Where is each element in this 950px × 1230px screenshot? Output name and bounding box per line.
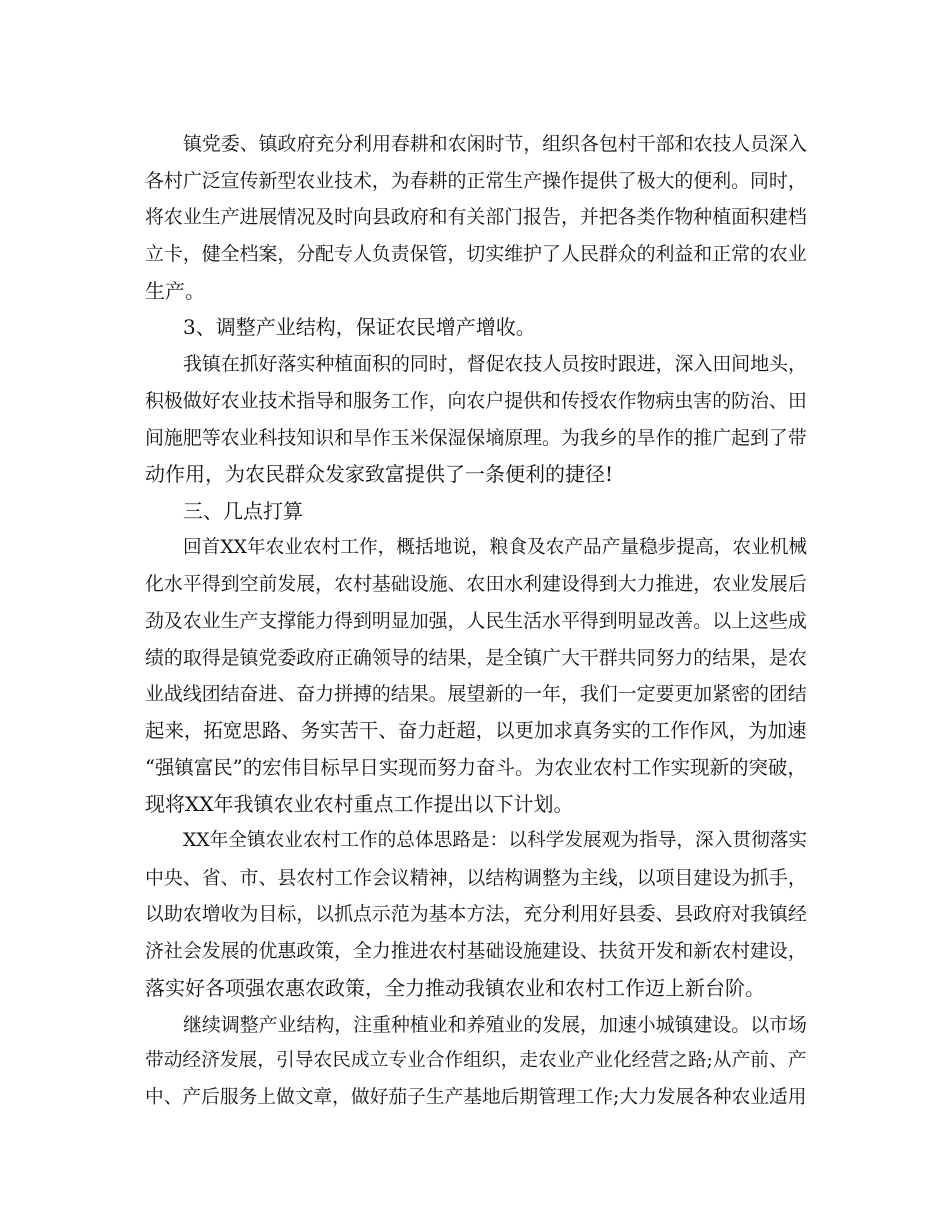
text-line: 回首XX年农业农村工作，概括地说，粮食及农产品产量稳步提高，农业机械 bbox=[183, 536, 808, 558]
text-line: 现将XX年我镇农业农村重点工作提出以下计划。 bbox=[145, 792, 574, 817]
text-line: “强镇富民”的宏伟目标早日实现而努力奋斗。为农业农村工作实现新的突破， bbox=[145, 755, 807, 779]
section-heading: 三、几点打算 bbox=[183, 498, 303, 523]
text-line: 业战线团结奋进、奋力拼搏的结果。展望新的一年，我们一定要更加紧密的团结 bbox=[145, 683, 807, 706]
text-line: 绩的取得是镇党委政府正确领导的结果，是全镇广大干群共同努力的结果，是农 bbox=[145, 646, 807, 669]
section-heading: 3、调整产业结构，保证农民增产增收。 bbox=[183, 315, 536, 340]
text-line: 落实好各项强农惠农政策，全力推动我镇农业和农村工作迈上新台阶。 bbox=[145, 975, 765, 1000]
text-line: XX年全镇农业农村工作的总体思路是：以科学发展观为指导，深入贯彻落实 bbox=[183, 830, 808, 852]
text-line: 积极做好农业技术指导和服务工作，向农户提供和传授农作物病虫害的防治、田 bbox=[145, 389, 807, 412]
text-line: 以助农增收为目标，以抓点示范为基本方法，充分利用好县委、县政府对我镇经 bbox=[145, 903, 807, 926]
text-line: 动作用，为农民群众发家致富提供了一条便利的捷径! bbox=[145, 462, 614, 487]
text-line: 中、产后服务上做文章，做好茄子生产基地后期管理工作;大力发展各种农业适用 bbox=[145, 1086, 807, 1108]
text-line: 继续调整产业结构，注重种植业和养殖业的发展，加速小城镇建设。以市场 bbox=[183, 1013, 807, 1036]
text-line: 中央、省、市、县农村工作会议精神，以结构调整为主线，以项目建设为抓手， bbox=[145, 866, 807, 889]
text-line: 劲及农业生产支撑能力得到明显加强，人民生活水平得到明显改善。以上这些成 bbox=[145, 609, 807, 632]
text-line: 将农业生产进展情况及时向县政府和有关部门报告，并把各类作物种植面积建档 bbox=[145, 206, 807, 229]
text-line: 济社会发展的优惠政策，全力推进农村基础设施建设、扶贫开发和新农村建设， bbox=[145, 940, 807, 963]
text-line: 生产。 bbox=[145, 278, 205, 303]
text-line: 立卡，健全档案，分配专人负责保管，切实维护了人民群众的利益和正常的农业 bbox=[145, 243, 807, 266]
text-line: 各村广泛宣传新型农业技术，为春耕的正常生产操作提供了极大的便利。同时， bbox=[145, 169, 807, 192]
text-line: 带动经济发展，引导农民成立专业合作组织，走农业产业化经营之路;从产前、产 bbox=[145, 1050, 807, 1072]
text-line: 化水平得到空前发展，农村基础设施、农田水利建设得到大力推进，农业发展后 bbox=[145, 573, 807, 596]
text-line: 起来，拓宽思路、务实苦干、奋力赶超，以更加求真务实的工作作风，为加速 bbox=[145, 719, 807, 742]
text-line: 我镇在抓好落实种植面积的同时，督促农技人员按时跟进，深入田间地头， bbox=[183, 353, 807, 376]
text-line: 镇党委、镇政府充分利用春耕和农闲时节，组织各包村干部和农技人员深入 bbox=[183, 133, 807, 155]
text-line: 间施肥等农业科技知识和旱作玉米保湿保墒原理。为我乡的旱作的推广起到了带 bbox=[145, 426, 807, 449]
document-body bbox=[145, 126, 807, 1117]
